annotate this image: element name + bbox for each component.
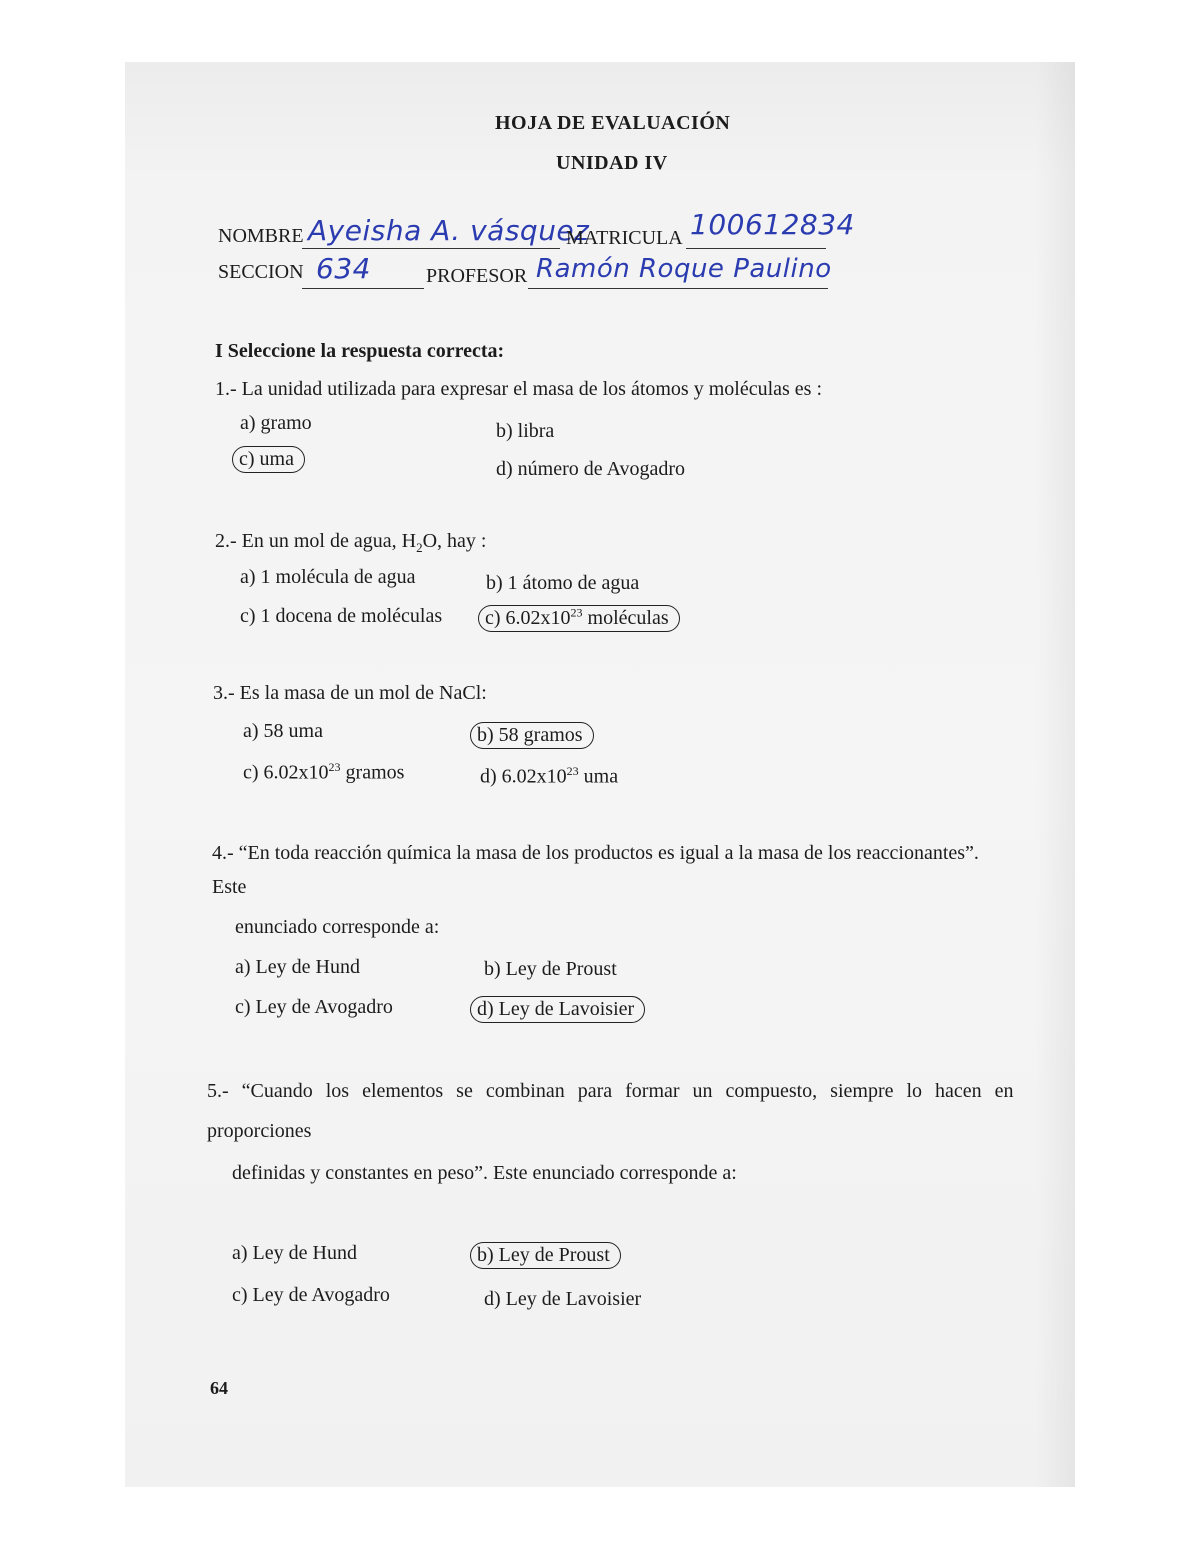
matricula-label: MATRICULA xyxy=(566,227,683,249)
profesor-label: PROFESOR xyxy=(426,265,528,287)
question-2-text: 2.- En un mol de agua, $H_2O$, hay : xyxy=(215,530,487,555)
q3-option-c: c) $6.02x10^{23}$ gramos xyxy=(243,760,405,784)
nombre-label: NOMBRE xyxy=(218,225,304,247)
q1-option-b: b) libra xyxy=(496,420,555,442)
q2-option-d-circled: c) $6.02x10^{23}$ moléculas xyxy=(478,605,680,630)
matricula-underline xyxy=(686,248,826,249)
unit-title: UNIDAD IV xyxy=(556,152,668,174)
q2-option-b: b) 1 átomo de agua xyxy=(486,572,640,594)
question-5-text-line2: proporciones xyxy=(207,1120,312,1142)
q3-option-b-circled: b) 58 gramos xyxy=(470,724,594,747)
question-4-text-line2: Este xyxy=(212,876,247,898)
seccion-underline xyxy=(302,288,424,289)
q5-option-b-circled: b) Ley de Proust xyxy=(470,1244,621,1267)
q5-option-d: d) Ley de Lavoisier xyxy=(484,1288,642,1310)
nombre-handwritten: Ayeisha A. vásquez xyxy=(308,214,590,247)
q1-option-d: d) número de Avogadro xyxy=(496,458,686,480)
matricula-handwritten: 100612834 xyxy=(690,208,855,241)
q4-option-b: b) Ley de Proust xyxy=(484,958,617,980)
seccion-handwritten: 634 xyxy=(316,252,371,285)
q5-option-c: c) Ley de Avogadro xyxy=(232,1284,390,1306)
question-5-text-line3: definidas y constantes en peso”. Este enunciado corresponde a: xyxy=(232,1162,737,1184)
q1-option-c-circled: c) uma xyxy=(232,448,305,471)
question-4-text-line3: enunciado corresponde a: xyxy=(235,916,440,938)
profesor-underline xyxy=(528,288,828,289)
question-1-text: 1.- La unidad utilizada para expresar el masa de los átomos y moléculas es : xyxy=(215,378,823,400)
seccion-label: SECCION xyxy=(218,261,304,283)
profesor-handwritten: Ramón Roque Paulino xyxy=(536,254,832,284)
q1-option-a: a) gramo xyxy=(240,412,312,434)
q3-option-d: d) $6.02x10^{23}$ uma xyxy=(480,764,619,788)
sheet-title: HOJA DE EVALUACIÓN xyxy=(495,112,731,134)
nombre-underline xyxy=(302,248,560,249)
q3-option-a: a) 58 uma xyxy=(243,720,323,742)
question-5-text-line1: 5.- “Cuando los elementos se combinan para formar un compuesto, siempre lo hacen en xyxy=(207,1080,1014,1102)
q2-option-c: c) 1 docena de moléculas xyxy=(240,605,443,627)
question-3-text: 3.- Es la masa de un mol de NaCl: xyxy=(213,682,487,704)
q2-option-a: a) 1 molécula de agua xyxy=(240,566,416,588)
section-title: I Seleccione la respuesta correcta: xyxy=(215,340,505,362)
q4-option-c: c) Ley de Avogadro xyxy=(235,996,393,1018)
q4-option-d-circled: d) Ley de Lavoisier xyxy=(470,998,645,1021)
page-number: 64 xyxy=(210,1378,228,1398)
q5-option-a: a) Ley de Hund xyxy=(232,1242,357,1264)
q4-option-a: a) Ley de Hund xyxy=(235,956,360,978)
question-4-text-line1: 4.- “En toda reacción química la masa de los productos es igual a la masa de los reaccionantes”. xyxy=(212,842,979,864)
